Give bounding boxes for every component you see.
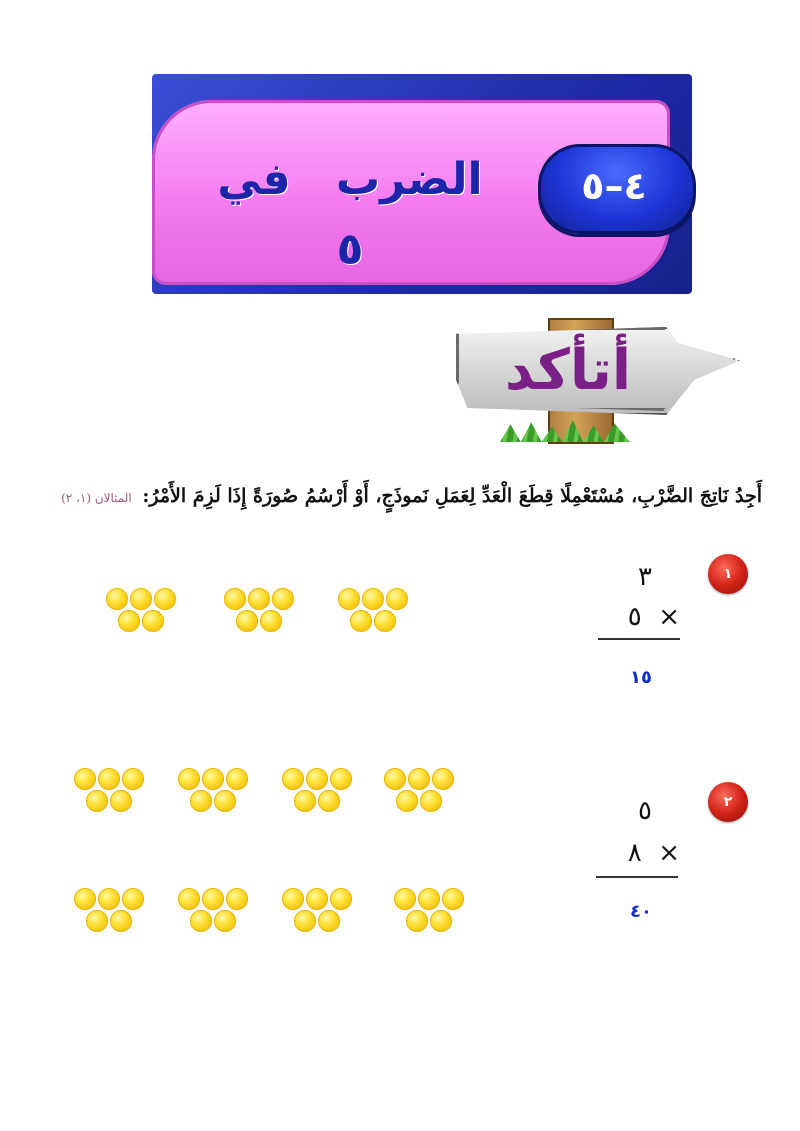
counter-icon bbox=[226, 888, 248, 910]
counter-icon bbox=[106, 588, 128, 610]
counter-group bbox=[280, 766, 356, 816]
counter-icon bbox=[330, 888, 352, 910]
counter-icon bbox=[318, 910, 340, 932]
counter-icon bbox=[226, 768, 248, 790]
counter-icon bbox=[406, 910, 428, 932]
counter-icon bbox=[142, 610, 164, 632]
counter-icon bbox=[130, 588, 152, 610]
counter-icon bbox=[98, 888, 120, 910]
exercise-1-answer: ١٥ bbox=[630, 667, 652, 688]
counter-icon bbox=[420, 790, 442, 812]
multiply-sign: × bbox=[658, 602, 680, 632]
exercise-1-top-number: ٣ bbox=[638, 562, 652, 592]
counter-icon bbox=[202, 768, 224, 790]
counter-icon bbox=[330, 768, 352, 790]
counter-icon bbox=[178, 888, 200, 910]
counter-icon bbox=[74, 768, 96, 790]
exercise-2-answer: ٤٠ bbox=[630, 901, 652, 922]
exercise-1-bottom-number: ٥ bbox=[627, 602, 642, 632]
exercise-2-bottom-row bbox=[610, 838, 680, 868]
lesson-title: الضرب في ٥ bbox=[217, 154, 483, 275]
instruction-main: أَجِدُ نَاتِجَ الضَّرْبِ، مُسْتَعْمِلًا قِطَعَ الْعَدِّ لِعَمَلِ نَموذَجٍ، أَوْ أَرْسُمُ صُورَةً إِذَا لَزِمَ الأَمْرُ: bbox=[142, 485, 762, 507]
lesson-number: ٤–٥ bbox=[581, 164, 647, 208]
counter-group bbox=[104, 586, 180, 636]
counter-icon bbox=[214, 910, 236, 932]
exercise-2-badge: ٢ bbox=[708, 782, 748, 822]
counter-icon bbox=[384, 768, 406, 790]
example-reference: المثالان (١، ٢) bbox=[61, 491, 132, 505]
counter-icon bbox=[338, 588, 360, 610]
counter-icon bbox=[386, 588, 408, 610]
counter-group bbox=[72, 766, 148, 816]
counter-icon bbox=[236, 610, 258, 632]
counter-icon bbox=[350, 610, 372, 632]
counter-icon bbox=[282, 768, 304, 790]
exercise-2-rule bbox=[596, 876, 678, 878]
counter-icon bbox=[282, 888, 304, 910]
counter-icon bbox=[190, 790, 212, 812]
exercise-2-top-number: ٥ bbox=[638, 796, 652, 826]
counter-icon bbox=[318, 790, 340, 812]
counter-icon bbox=[74, 888, 96, 910]
counter-group bbox=[382, 766, 458, 816]
counter-icon bbox=[110, 910, 132, 932]
counter-icon bbox=[86, 790, 108, 812]
counter-group bbox=[176, 886, 252, 936]
counter-icon bbox=[202, 888, 224, 910]
counter-group bbox=[222, 586, 298, 636]
counter-icon bbox=[122, 888, 144, 910]
counter-icon bbox=[272, 588, 294, 610]
counter-icon bbox=[118, 610, 140, 632]
counter-icon bbox=[294, 910, 316, 932]
counter-group bbox=[176, 766, 252, 816]
counter-icon bbox=[122, 768, 144, 790]
counter-icon bbox=[110, 790, 132, 812]
counter-icon bbox=[294, 790, 316, 812]
counter-icon bbox=[442, 888, 464, 910]
counter-icon bbox=[248, 588, 270, 610]
counter-group bbox=[336, 586, 412, 636]
counter-icon bbox=[224, 588, 246, 610]
exercise-1-badge: ١ bbox=[708, 554, 748, 594]
multiply-sign: × bbox=[658, 838, 680, 868]
counter-icon bbox=[374, 610, 396, 632]
counter-icon bbox=[396, 790, 418, 812]
counter-icon bbox=[362, 588, 384, 610]
counter-icon bbox=[306, 888, 328, 910]
instruction-text bbox=[20, 476, 762, 516]
exercise-1-rule bbox=[598, 638, 680, 640]
counter-icon bbox=[394, 888, 416, 910]
counter-icon bbox=[86, 910, 108, 932]
counter-icon bbox=[154, 588, 176, 610]
counter-icon bbox=[98, 768, 120, 790]
counter-group bbox=[280, 886, 356, 936]
section-heading: أتأكد bbox=[504, 338, 632, 403]
counter-icon bbox=[430, 910, 452, 932]
counter-icon bbox=[418, 888, 440, 910]
counter-icon bbox=[408, 768, 430, 790]
exercise-2-bottom-number: ٨ bbox=[627, 838, 642, 868]
counter-icon bbox=[260, 610, 282, 632]
counter-group bbox=[392, 886, 468, 936]
counter-icon bbox=[190, 910, 212, 932]
counter-icon bbox=[178, 768, 200, 790]
counter-icon bbox=[214, 790, 236, 812]
counter-group bbox=[72, 886, 148, 936]
counter-icon bbox=[432, 768, 454, 790]
exercise-1-bottom-row bbox=[610, 602, 680, 632]
counter-icon bbox=[306, 768, 328, 790]
